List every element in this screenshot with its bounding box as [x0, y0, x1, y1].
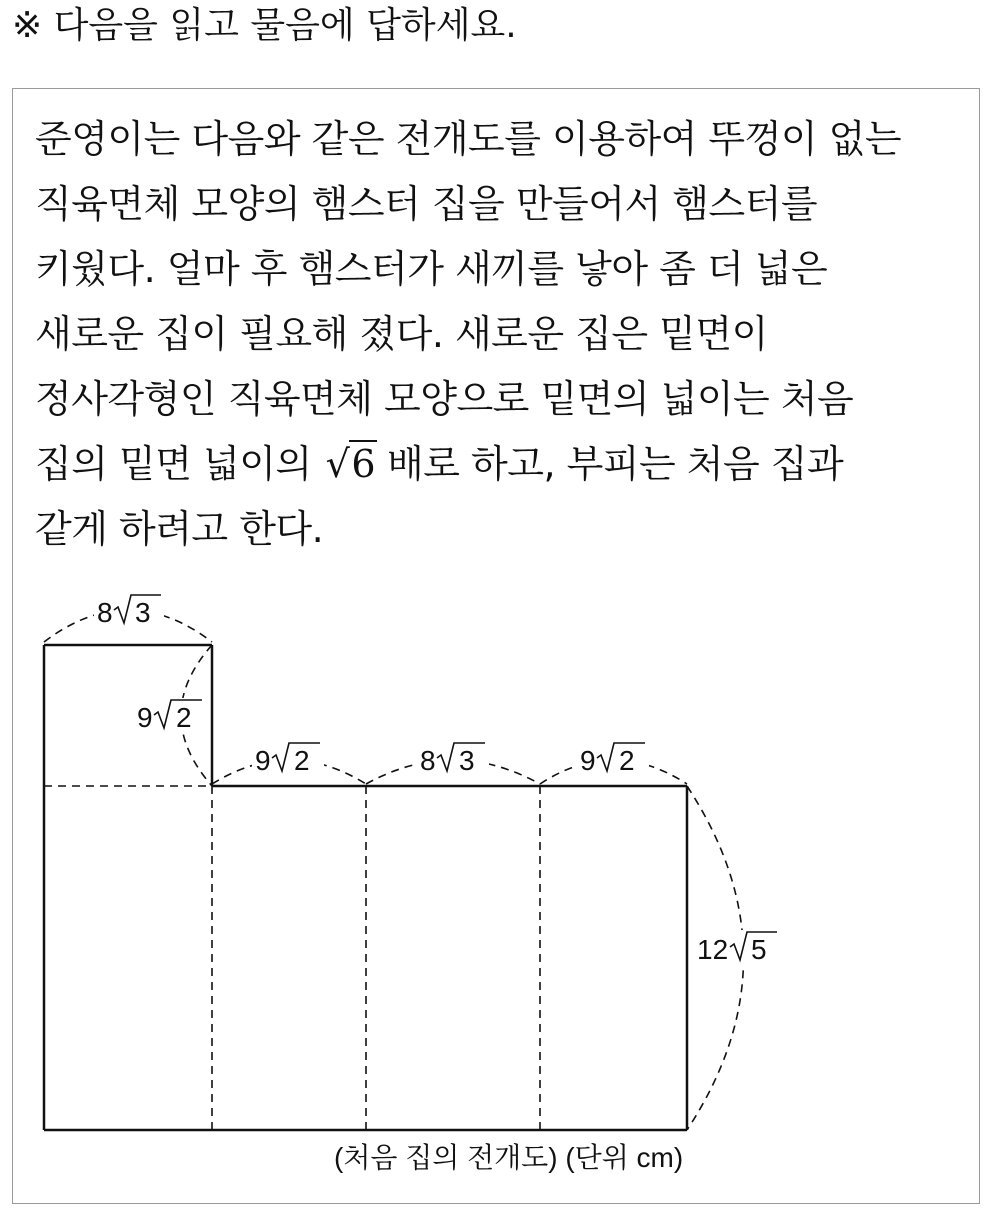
label-top-width-coef: 8 — [97, 597, 113, 628]
passage-line-3: 키웠다. 얼마 후 햄스터가 새끼를 낳아 좀 더 넓은 — [35, 247, 828, 291]
label-seg3-coef: 9 — [580, 745, 596, 776]
label-seg2-rad: 3 — [459, 745, 475, 776]
label-seg2 — [417, 742, 489, 776]
label-flap-height — [134, 698, 206, 734]
label-height — [694, 930, 777, 966]
label-seg2-coef: 8 — [420, 745, 436, 776]
passage-line-1: 준영이는 다음와 같은 전개도를 이용하여 뚜껑이 없는 — [35, 117, 902, 161]
passage-line-6-before: 집의 밑면 넓이의 — [35, 442, 312, 486]
label-seg1-rad: 2 — [294, 745, 310, 776]
sqrt-six-value: 6 — [351, 442, 376, 486]
label-height-coef: 12 — [697, 934, 729, 965]
instruction-text: ※ 다음을 읽고 물음에 답하세요. — [12, 5, 517, 46]
label-seg1 — [252, 742, 324, 776]
passage-line-5: 정사각형인 직육면체 모양으로 밑면의 넓이는 처음 — [35, 377, 854, 421]
label-top-width — [94, 594, 164, 628]
label-flap-height-rad: 2 — [176, 702, 192, 733]
label-seg3 — [577, 742, 649, 776]
sqrt-six: √6 — [325, 442, 376, 486]
passage-line-4: 새로운 집이 필요해 졌다. 새로운 집은 밑면이 — [35, 312, 768, 356]
passage-line-2: 직육면체 모양의 햄스터 집을 만들어서 햄스터를 — [35, 182, 818, 226]
label-seg3-rad: 2 — [619, 745, 635, 776]
label-height-rad: 5 — [751, 934, 767, 965]
net-caption: (처음 집의 전개도) (단위 cm) — [334, 1142, 684, 1173]
label-top-width-rad: 3 — [135, 597, 151, 628]
passage-line-7: 같게 하려고 한다. — [35, 507, 324, 551]
passage-line-6-after: 배로 하고, 부피는 처음 집과 — [387, 442, 844, 486]
label-flap-height-coef: 9 — [137, 702, 153, 733]
label-seg1-coef: 9 — [255, 745, 271, 776]
